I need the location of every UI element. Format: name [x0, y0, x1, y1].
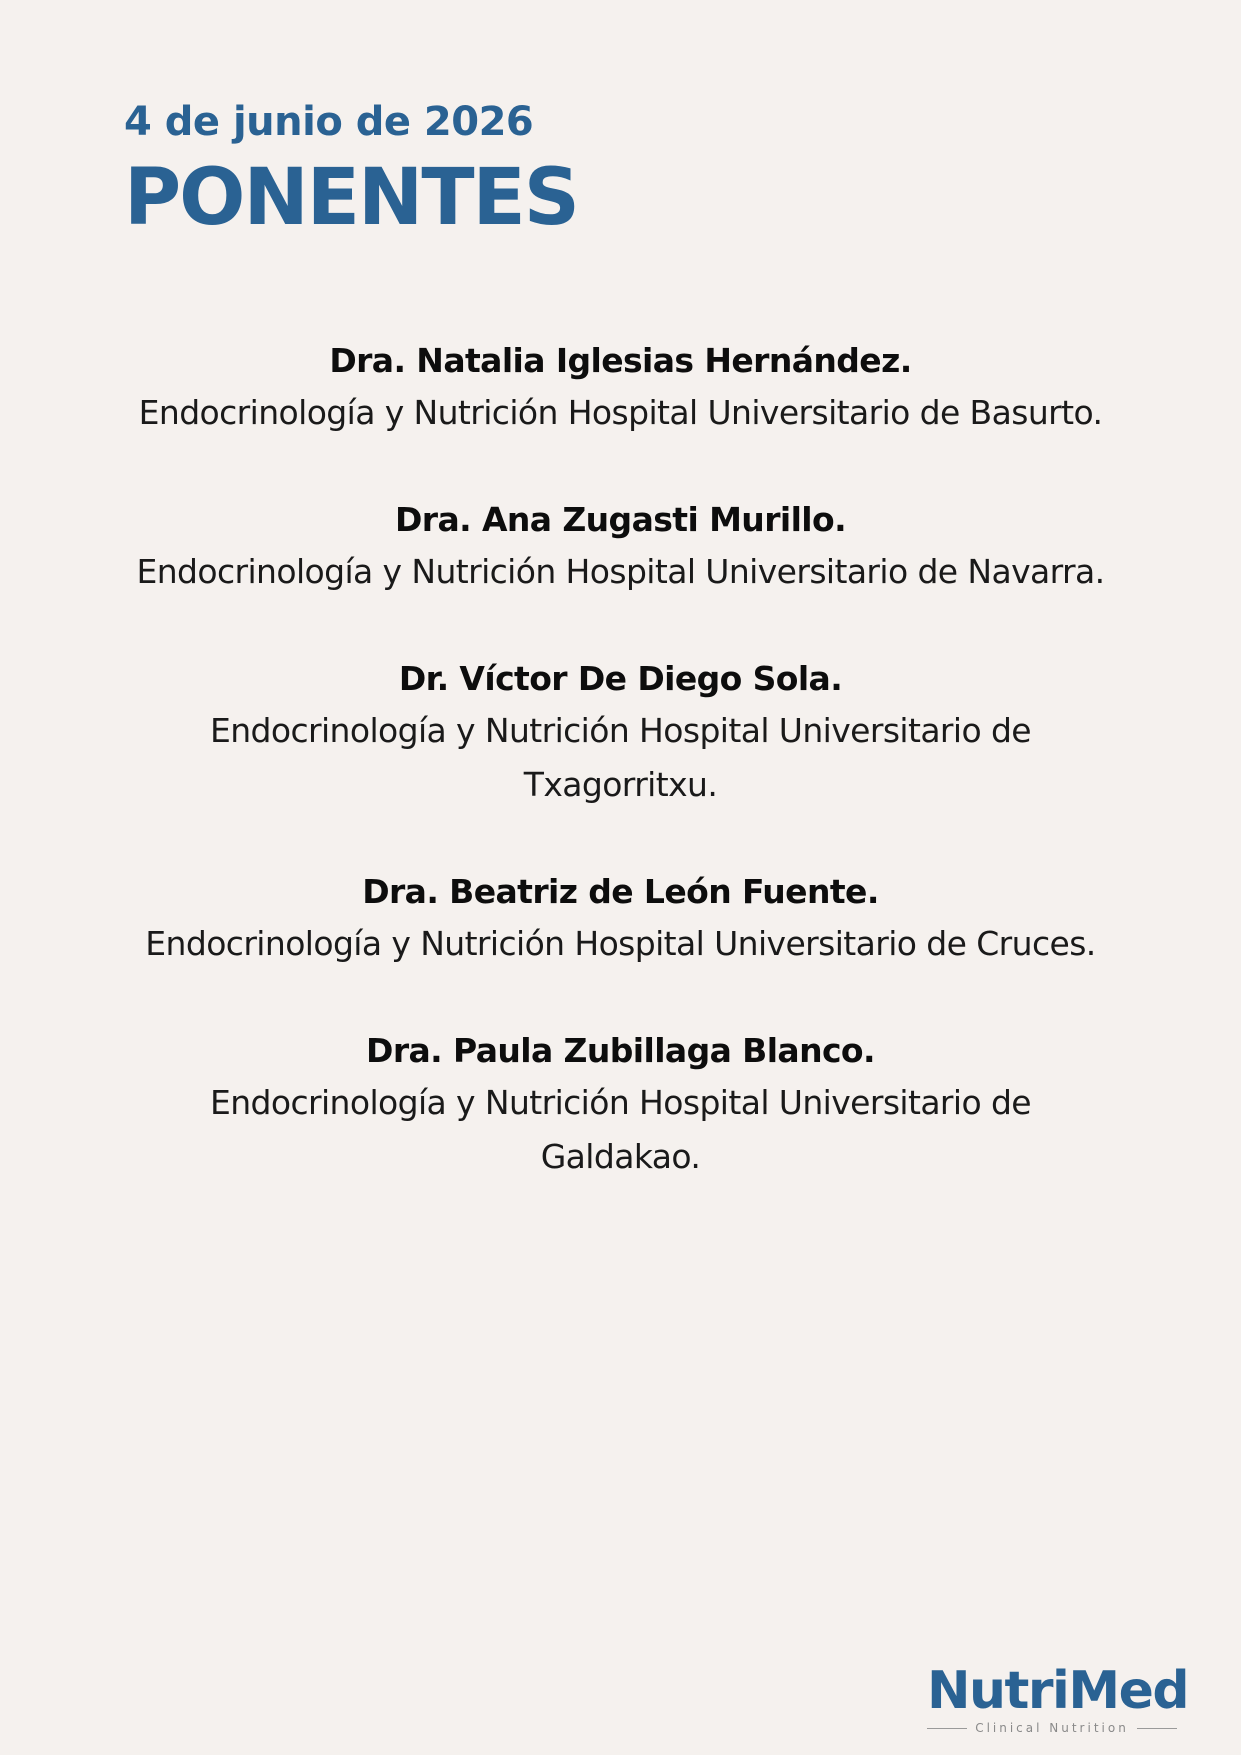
speaker-name: Dra. Natalia Iglesias Hernández.: [329, 341, 912, 380]
page-title: PONENTES: [124, 153, 578, 243]
speaker-name: Dra. Beatriz de León Fuente.: [362, 872, 879, 911]
speaker-affiliation: Endocrinología y Nutrición Hospital Universitario de Navarra.: [136, 552, 1105, 591]
speaker-affiliation: Endocrinología y Nutrición Hospital Universitario de Galdakao.: [209, 1083, 1032, 1176]
event-date: 4 de junio de 2026: [124, 99, 534, 145]
speaker-affiliation: Endocrinología y Nutrición Hospital Universitario de Txagorritxu.: [209, 711, 1032, 804]
speaker-list: [0, 336, 1241, 1239]
logo-tagline: Clinical Nutrition: [975, 1721, 1129, 1735]
logo-tagline-row: [927, 1721, 1177, 1735]
speaker-name: Dra. Paula Zubillaga Blanco.: [366, 1031, 875, 1070]
speaker-name: Dr. Víctor De Diego Sola.: [398, 659, 843, 698]
logo-divider: [1137, 1728, 1177, 1729]
speaker-item: [0, 1026, 1241, 1184]
page-header: [124, 96, 578, 246]
logo-wordmark: NutriMed: [927, 1661, 1189, 1721]
speaker-affiliation: Endocrinología y Nutrición Hospital Universitario de Cruces.: [145, 924, 1096, 963]
speaker-affiliation: Endocrinología y Nutrición Hospital Universitario de Basurto.: [138, 393, 1103, 432]
speaker-item: [0, 336, 1241, 440]
nutrimed-logo: [927, 1661, 1189, 1735]
speaker-item: [0, 495, 1241, 599]
speaker-name: Dra. Ana Zugasti Murillo.: [394, 500, 847, 539]
speaker-item: [0, 654, 1241, 812]
speaker-item: [0, 867, 1241, 971]
logo-divider: [927, 1728, 967, 1729]
